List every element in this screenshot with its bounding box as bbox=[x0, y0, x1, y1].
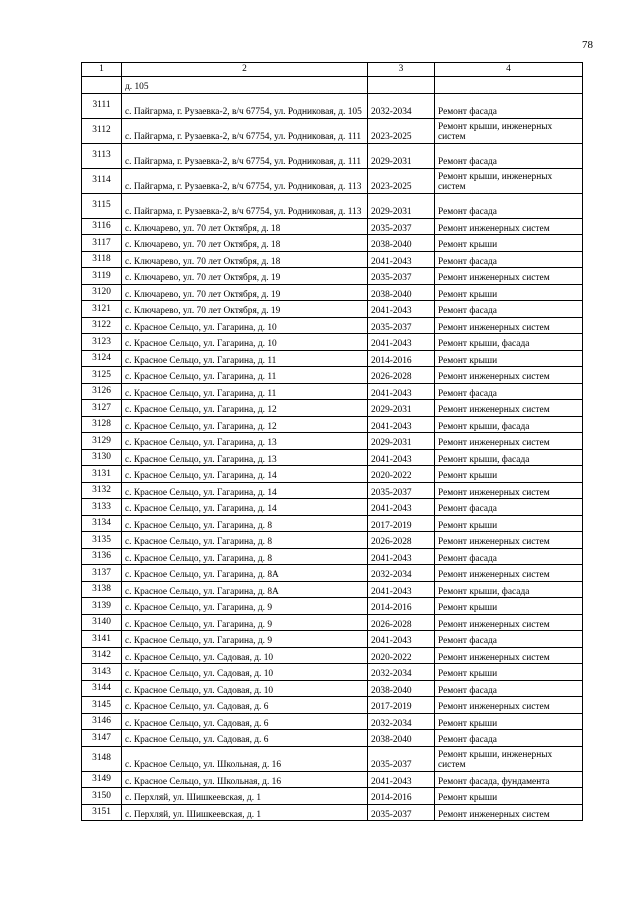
row-number: 3128 bbox=[82, 416, 122, 433]
header-cell: 2 bbox=[122, 63, 368, 77]
row-address: с. Красное Сельцо, ул. Гагарина, д. 14 bbox=[122, 499, 368, 516]
row-address: с. Красное Сельцо, ул. Гагарина, д. 13 bbox=[122, 433, 368, 450]
row-address: с. Красное Сельцо, ул. Садовая, д. 10 bbox=[122, 647, 368, 664]
row-period: 2041-2043 bbox=[368, 334, 435, 351]
table-row bbox=[82, 515, 583, 532]
row-period: 2026-2028 bbox=[368, 367, 435, 384]
table-body bbox=[82, 63, 583, 821]
row-period: 2041-2043 bbox=[368, 301, 435, 318]
row-period: 2038-2040 bbox=[368, 680, 435, 697]
row-work: Ремонт инженерных систем bbox=[435, 697, 583, 714]
table-row bbox=[82, 218, 583, 235]
row-work: Ремонт крыши, фасада bbox=[435, 416, 583, 433]
row-number: 3130 bbox=[82, 449, 122, 466]
row-address: с. Красное Сельцо, ул. Садовая, д. 6 bbox=[122, 713, 368, 730]
row-period: 2041-2043 bbox=[368, 548, 435, 565]
page-number: 78 bbox=[582, 39, 593, 51]
row-period: 2041-2043 bbox=[368, 449, 435, 466]
row-work: Ремонт инженерных систем bbox=[435, 614, 583, 631]
row-number: 3116 bbox=[82, 218, 122, 235]
table-row bbox=[82, 697, 583, 714]
table-row bbox=[82, 713, 583, 730]
row-period: 2038-2040 bbox=[368, 235, 435, 252]
row-number: 3122 bbox=[82, 317, 122, 334]
row-period: 2038-2040 bbox=[368, 730, 435, 747]
table-row bbox=[82, 548, 583, 565]
table-row bbox=[82, 746, 583, 771]
row-address: с. Красное Сельцо, ул. Гагарина, д. 8А bbox=[122, 581, 368, 598]
row-work: Ремонт фасада bbox=[435, 143, 583, 168]
row-address: д. 105 bbox=[122, 77, 368, 94]
table-row bbox=[82, 168, 583, 193]
row-period: 2026-2028 bbox=[368, 532, 435, 549]
row-number: 3148 bbox=[82, 746, 122, 771]
row-address: с. Красное Сельцо, ул. Гагарина, д. 10 bbox=[122, 334, 368, 351]
row-address: с. Красное Сельцо, ул. Гагарина, д. 10 bbox=[122, 317, 368, 334]
row-work: Ремонт крыши bbox=[435, 350, 583, 367]
row-work: Ремонт крыши, фасада bbox=[435, 581, 583, 598]
row-address: с. Пайгарма, г. Рузаевка-2, в/ч 67754, ул. Родниковая, д. 111 bbox=[122, 118, 368, 143]
row-work: Ремонт фасада bbox=[435, 631, 583, 648]
table-row bbox=[82, 804, 583, 821]
row-period: 2014-2016 bbox=[368, 350, 435, 367]
row-address: с. Ключарево, ул. 70 лет Октября, д. 19 bbox=[122, 268, 368, 285]
row-number: 3140 bbox=[82, 614, 122, 631]
capital-repair-table bbox=[81, 62, 583, 821]
table-row bbox=[82, 143, 583, 168]
row-work: Ремонт крыши bbox=[435, 664, 583, 681]
row-period: 2041-2043 bbox=[368, 251, 435, 268]
row-work: Ремонт фасада bbox=[435, 251, 583, 268]
row-number: 3151 bbox=[82, 804, 122, 821]
row-work: Ремонт фасада bbox=[435, 730, 583, 747]
row-number: 3147 bbox=[82, 730, 122, 747]
row-period: 2029-2031 bbox=[368, 433, 435, 450]
row-number: 3124 bbox=[82, 350, 122, 367]
row-number bbox=[82, 77, 122, 94]
row-address: с. Красное Сельцо, ул. Гагарина, д. 8 bbox=[122, 515, 368, 532]
row-period: 2038-2040 bbox=[368, 284, 435, 301]
row-work: Ремонт крыши bbox=[435, 598, 583, 615]
row-period: 2035-2037 bbox=[368, 218, 435, 235]
row-work: Ремонт инженерных систем bbox=[435, 565, 583, 582]
row-period: 2032-2034 bbox=[368, 664, 435, 681]
table-row bbox=[82, 193, 583, 218]
table-row bbox=[82, 334, 583, 351]
row-period: 2029-2031 bbox=[368, 193, 435, 218]
row-address: с. Красное Сельцо, ул. Гагарина, д. 9 bbox=[122, 598, 368, 615]
table-row bbox=[82, 268, 583, 285]
row-address: с. Красное Сельцо, ул. Гагарина, д. 12 bbox=[122, 400, 368, 417]
row-work: Ремонт крыши, инженерных систем bbox=[435, 168, 583, 193]
row-address: с. Перхляй, ул. Шишкеевская, д. 1 bbox=[122, 804, 368, 821]
table-row bbox=[82, 771, 583, 788]
row-number: 3115 bbox=[82, 193, 122, 218]
row-address: с. Перхляй, ул. Шишкеевская, д. 1 bbox=[122, 788, 368, 805]
row-number: 3129 bbox=[82, 433, 122, 450]
row-number: 3119 bbox=[82, 268, 122, 285]
table-row bbox=[82, 301, 583, 318]
row-period: 2014-2016 bbox=[368, 788, 435, 805]
row-number: 3117 bbox=[82, 235, 122, 252]
row-address: с. Красное Сельцо, ул. Гагарина, д. 12 bbox=[122, 416, 368, 433]
row-work: Ремонт фасада bbox=[435, 93, 583, 118]
row-period: 2023-2025 bbox=[368, 168, 435, 193]
table-row bbox=[82, 317, 583, 334]
row-number: 3118 bbox=[82, 251, 122, 268]
row-number: 3149 bbox=[82, 771, 122, 788]
row-work bbox=[435, 77, 583, 94]
row-address: с. Ключарево, ул. 70 лет Октября, д. 19 bbox=[122, 284, 368, 301]
row-work: Ремонт крыши bbox=[435, 235, 583, 252]
row-number: 3132 bbox=[82, 482, 122, 499]
row-period: 2041-2043 bbox=[368, 383, 435, 400]
row-number: 3150 bbox=[82, 788, 122, 805]
row-work: Ремонт крыши, инженерных систем bbox=[435, 746, 583, 771]
row-period: 2035-2037 bbox=[368, 268, 435, 285]
row-address: с. Пайгарма, г. Рузаевка-2, в/ч 67754, ул. Родниковая, д. 111 bbox=[122, 143, 368, 168]
row-work: Ремонт инженерных систем bbox=[435, 647, 583, 664]
row-period: 2026-2028 bbox=[368, 614, 435, 631]
row-address: с. Красное Сельцо, ул. Гагарина, д. 13 bbox=[122, 449, 368, 466]
table-row bbox=[82, 680, 583, 697]
continuation-row bbox=[82, 77, 583, 94]
table-row bbox=[82, 532, 583, 549]
row-number: 3114 bbox=[82, 168, 122, 193]
header-cell: 3 bbox=[368, 63, 435, 77]
row-address: с. Ключарево, ул. 70 лет Октября, д. 18 bbox=[122, 235, 368, 252]
row-number: 3138 bbox=[82, 581, 122, 598]
row-number: 3145 bbox=[82, 697, 122, 714]
row-period: 2014-2016 bbox=[368, 598, 435, 615]
table-row bbox=[82, 400, 583, 417]
row-work: Ремонт фасада bbox=[435, 548, 583, 565]
row-number: 3120 bbox=[82, 284, 122, 301]
table-row bbox=[82, 565, 583, 582]
row-number: 3134 bbox=[82, 515, 122, 532]
row-work: Ремонт инженерных систем bbox=[435, 482, 583, 499]
row-address: с. Красное Сельцо, ул. Гагарина, д. 14 bbox=[122, 466, 368, 483]
row-work: Ремонт фасада bbox=[435, 193, 583, 218]
row-number: 3141 bbox=[82, 631, 122, 648]
table-row bbox=[82, 383, 583, 400]
table-row bbox=[82, 416, 583, 433]
table-row bbox=[82, 251, 583, 268]
row-number: 3146 bbox=[82, 713, 122, 730]
row-address: с. Пайгарма, г. Рузаевка-2, в/ч 67754, ул. Родниковая, д. 105 bbox=[122, 93, 368, 118]
table-row bbox=[82, 598, 583, 615]
row-address: с. Красное Сельцо, ул. Гагарина, д. 8А bbox=[122, 565, 368, 582]
table-row bbox=[82, 93, 583, 118]
row-number: 3133 bbox=[82, 499, 122, 516]
row-work: Ремонт крыши bbox=[435, 713, 583, 730]
row-work: Ремонт крыши bbox=[435, 466, 583, 483]
table-row bbox=[82, 433, 583, 450]
row-address: с. Пайгарма, г. Рузаевка-2, в/ч 67754, ул. Родниковая, д. 113 bbox=[122, 168, 368, 193]
row-number: 3144 bbox=[82, 680, 122, 697]
row-number: 3113 bbox=[82, 143, 122, 168]
row-period: 2017-2019 bbox=[368, 697, 435, 714]
row-period: 2041-2043 bbox=[368, 416, 435, 433]
row-work: Ремонт крыши bbox=[435, 788, 583, 805]
table-row bbox=[82, 647, 583, 664]
row-work: Ремонт инженерных систем bbox=[435, 804, 583, 821]
row-period: 2032-2034 bbox=[368, 565, 435, 582]
table-row bbox=[82, 581, 583, 598]
row-period: 2020-2022 bbox=[368, 466, 435, 483]
row-number: 3126 bbox=[82, 383, 122, 400]
row-address: с. Красное Сельцо, ул. Гагарина, д. 9 bbox=[122, 631, 368, 648]
row-address: с. Красное Сельцо, ул. Школьная, д. 16 bbox=[122, 746, 368, 771]
row-period bbox=[368, 77, 435, 94]
header-cell: 4 bbox=[435, 63, 583, 77]
header-cell: 1 bbox=[82, 63, 122, 77]
row-work: Ремонт фасада bbox=[435, 301, 583, 318]
table-row bbox=[82, 631, 583, 648]
table-row bbox=[82, 499, 583, 516]
row-address: с. Красное Сельцо, ул. Гагарина, д. 14 bbox=[122, 482, 368, 499]
row-address: с. Красное Сельцо, ул. Садовая, д. 10 bbox=[122, 680, 368, 697]
row-number: 3112 bbox=[82, 118, 122, 143]
row-work: Ремонт инженерных систем bbox=[435, 532, 583, 549]
row-number: 3142 bbox=[82, 647, 122, 664]
row-address: с. Красное Сельцо, ул. Садовая, д. 6 bbox=[122, 730, 368, 747]
table-row bbox=[82, 482, 583, 499]
row-work: Ремонт инженерных систем bbox=[435, 433, 583, 450]
row-address: с. Ключарево, ул. 70 лет Октября, д. 19 bbox=[122, 301, 368, 318]
row-work: Ремонт фасада bbox=[435, 383, 583, 400]
row-work: Ремонт инженерных систем bbox=[435, 367, 583, 384]
table-row bbox=[82, 235, 583, 252]
row-work: Ремонт крыши, фасада bbox=[435, 334, 583, 351]
header-row bbox=[82, 63, 583, 77]
row-number: 3136 bbox=[82, 548, 122, 565]
table-row bbox=[82, 664, 583, 681]
row-number: 3143 bbox=[82, 664, 122, 681]
row-number: 3123 bbox=[82, 334, 122, 351]
row-period: 2035-2037 bbox=[368, 317, 435, 334]
row-period: 2041-2043 bbox=[368, 499, 435, 516]
row-work: Ремонт инженерных систем bbox=[435, 218, 583, 235]
row-period: 2035-2037 bbox=[368, 746, 435, 771]
row-work: Ремонт крыши, инженерных систем bbox=[435, 118, 583, 143]
row-number: 3121 bbox=[82, 301, 122, 318]
row-address: с. Красное Сельцо, ул. Садовая, д. 10 bbox=[122, 664, 368, 681]
table-row bbox=[82, 118, 583, 143]
row-address: с. Красное Сельцо, ул. Садовая, д. 6 bbox=[122, 697, 368, 714]
row-period: 2035-2037 bbox=[368, 482, 435, 499]
table-row bbox=[82, 614, 583, 631]
table-row bbox=[82, 466, 583, 483]
row-work: Ремонт инженерных систем bbox=[435, 268, 583, 285]
row-period: 2032-2034 bbox=[368, 713, 435, 730]
row-work: Ремонт инженерных систем bbox=[435, 317, 583, 334]
row-number: 3111 bbox=[82, 93, 122, 118]
row-work: Ремонт крыши, фасада bbox=[435, 449, 583, 466]
row-work: Ремонт фасада bbox=[435, 499, 583, 516]
row-number: 3125 bbox=[82, 367, 122, 384]
row-period: 2041-2043 bbox=[368, 771, 435, 788]
row-period: 2020-2022 bbox=[368, 647, 435, 664]
row-period: 2041-2043 bbox=[368, 631, 435, 648]
table-row bbox=[82, 367, 583, 384]
row-number: 3131 bbox=[82, 466, 122, 483]
row-number: 3127 bbox=[82, 400, 122, 417]
row-period: 2023-2025 bbox=[368, 118, 435, 143]
row-address: с. Ключарево, ул. 70 лет Октября, д. 18 bbox=[122, 251, 368, 268]
row-work: Ремонт фасада, фундамента bbox=[435, 771, 583, 788]
row-address: с. Красное Сельцо, ул. Гагарина, д. 8 bbox=[122, 548, 368, 565]
row-period: 2035-2037 bbox=[368, 804, 435, 821]
row-address: с. Пайгарма, г. Рузаевка-2, в/ч 67754, ул. Родниковая, д. 113 bbox=[122, 193, 368, 218]
table-row bbox=[82, 730, 583, 747]
table-row bbox=[82, 449, 583, 466]
row-address: с. Ключарево, ул. 70 лет Октября, д. 18 bbox=[122, 218, 368, 235]
row-address: с. Красное Сельцо, ул. Гагарина, д. 11 bbox=[122, 367, 368, 384]
row-work: Ремонт крыши bbox=[435, 284, 583, 301]
row-work: Ремонт крыши bbox=[435, 515, 583, 532]
row-period: 2032-2034 bbox=[368, 93, 435, 118]
row-address: с. Красное Сельцо, ул. Гагарина, д. 11 bbox=[122, 383, 368, 400]
row-period: 2041-2043 bbox=[368, 581, 435, 598]
row-address: с. Красное Сельцо, ул. Гагарина, д. 8 bbox=[122, 532, 368, 549]
row-address: с. Красное Сельцо, ул. Гагарина, д. 11 bbox=[122, 350, 368, 367]
row-period: 2017-2019 bbox=[368, 515, 435, 532]
table-row bbox=[82, 788, 583, 805]
row-address: с. Красное Сельцо, ул. Гагарина, д. 9 bbox=[122, 614, 368, 631]
row-period: 2029-2031 bbox=[368, 143, 435, 168]
row-work: Ремонт фасада bbox=[435, 680, 583, 697]
row-number: 3139 bbox=[82, 598, 122, 615]
row-number: 3137 bbox=[82, 565, 122, 582]
table-row bbox=[82, 350, 583, 367]
table-row bbox=[82, 284, 583, 301]
row-number: 3135 bbox=[82, 532, 122, 549]
row-period: 2029-2031 bbox=[368, 400, 435, 417]
row-address: с. Красное Сельцо, ул. Школьная, д. 16 bbox=[122, 771, 368, 788]
row-work: Ремонт инженерных систем bbox=[435, 400, 583, 417]
